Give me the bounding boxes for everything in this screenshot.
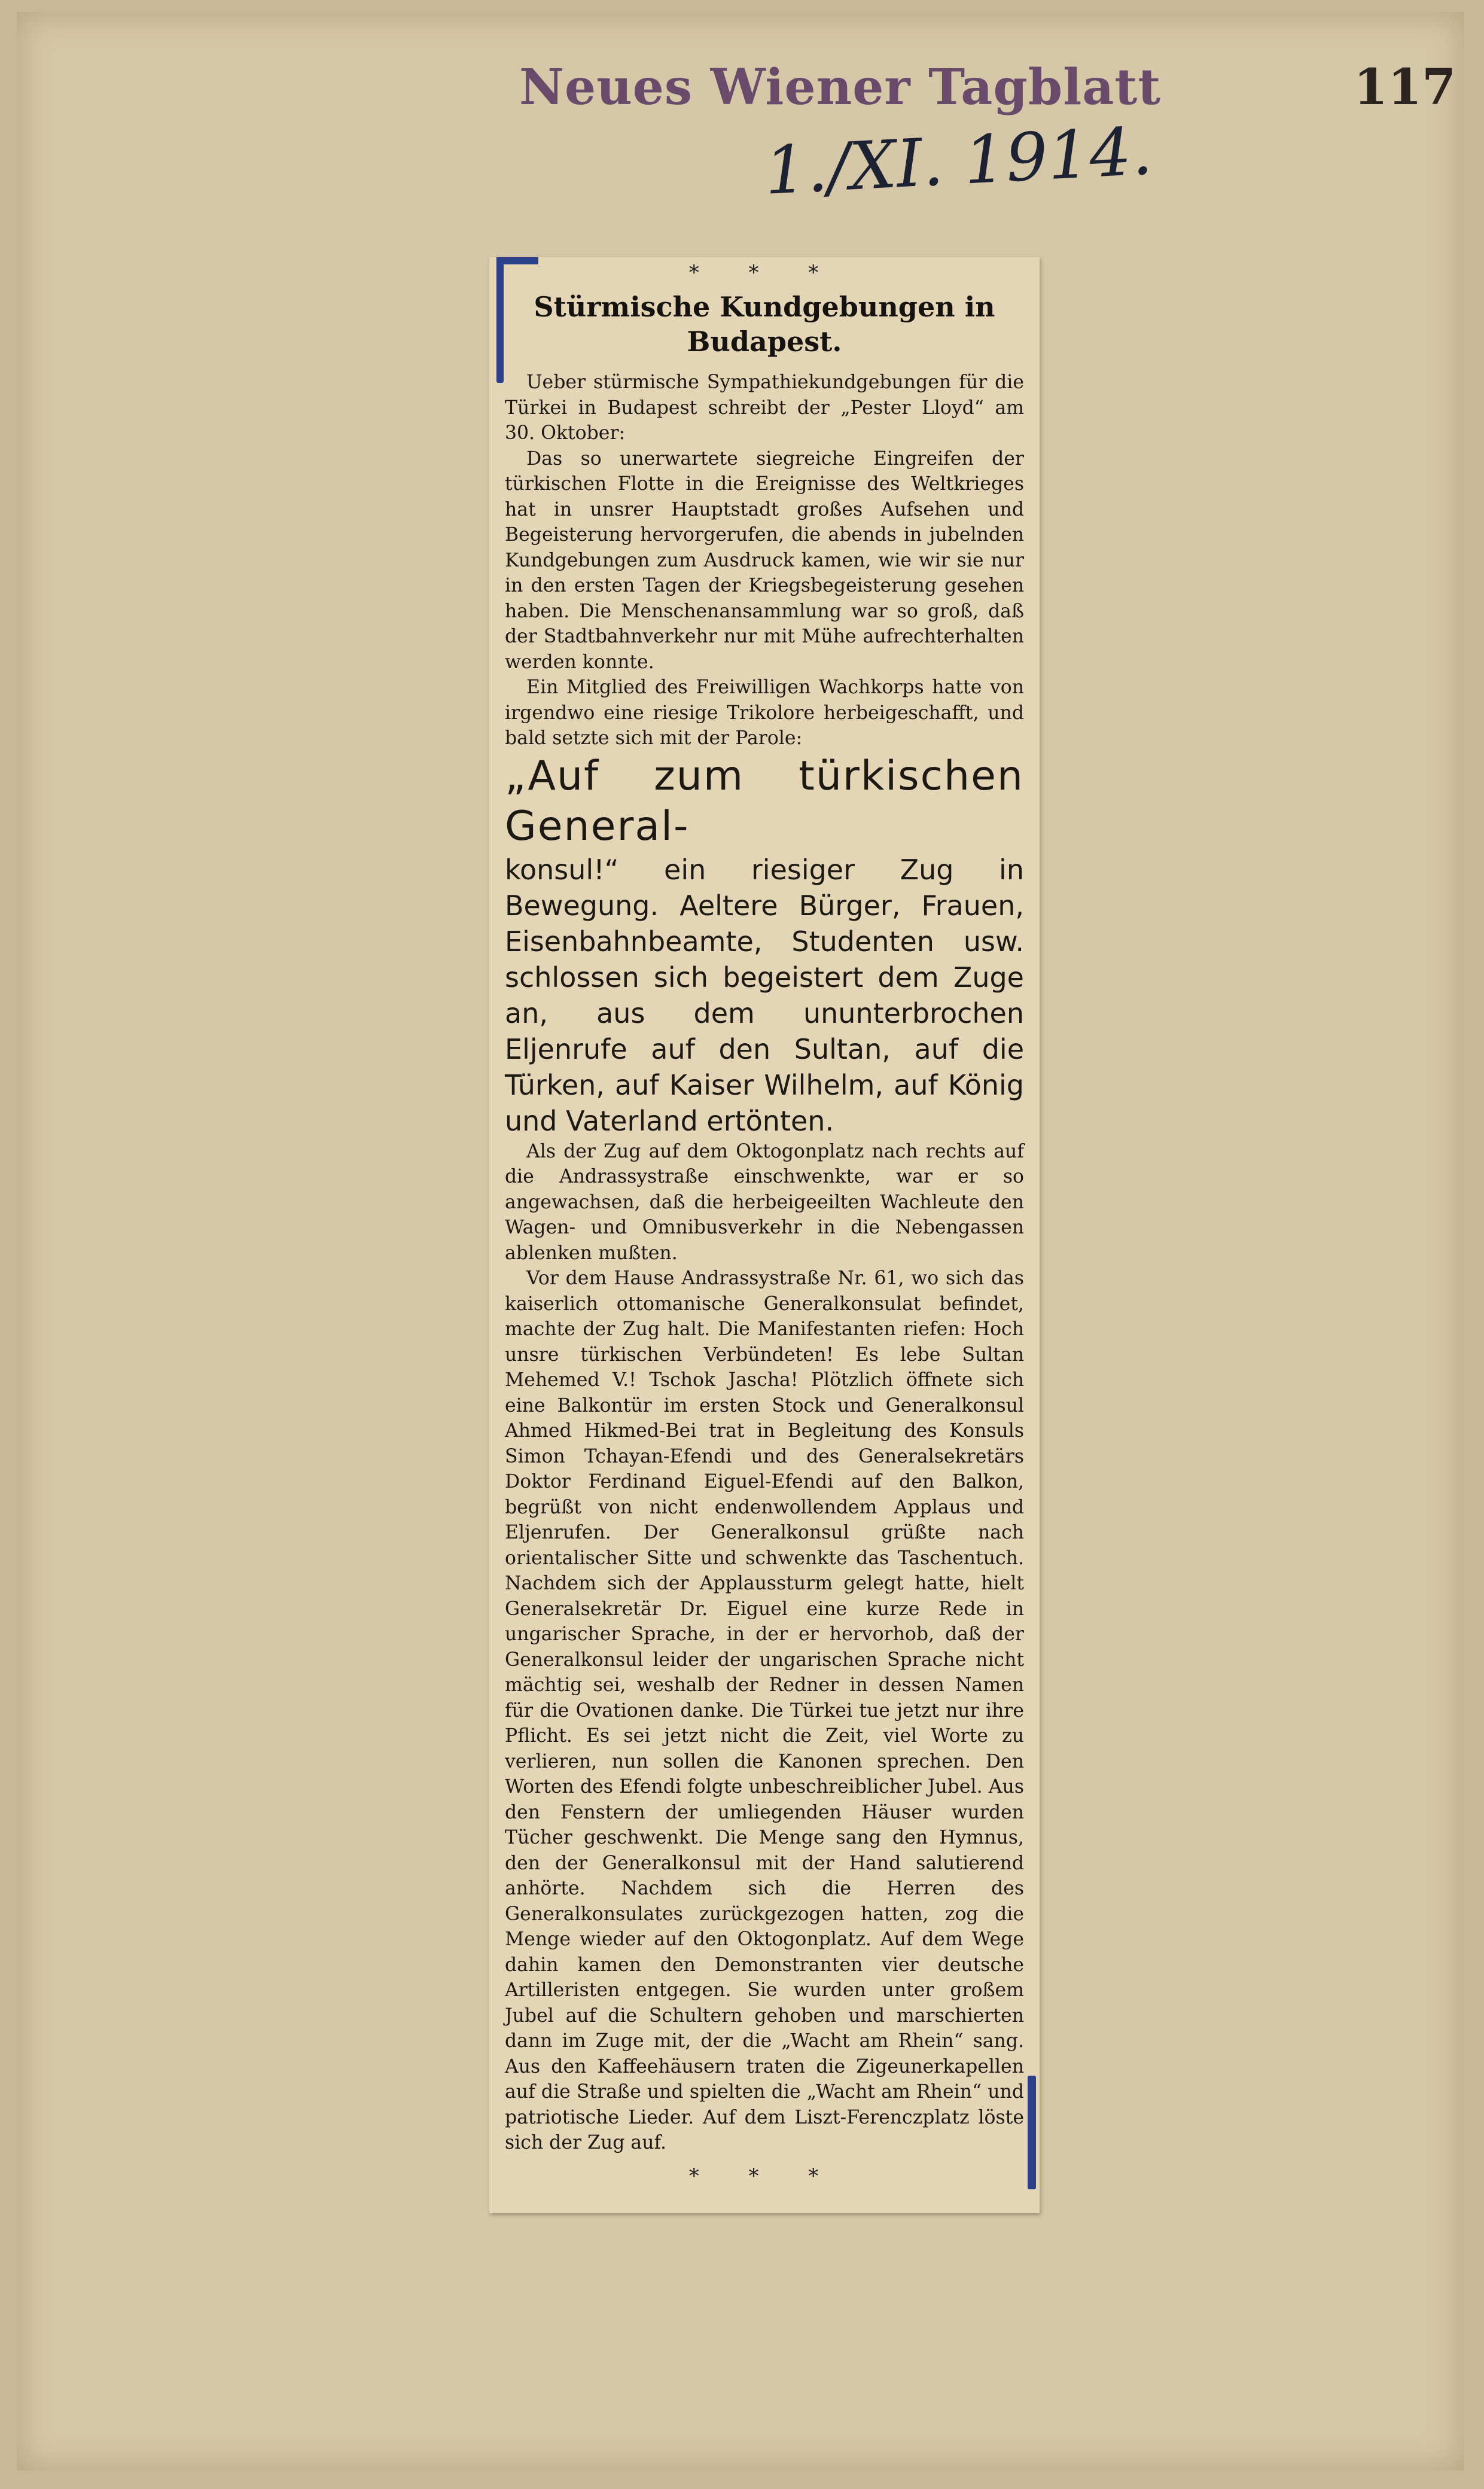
handwritten-date: 1./XI. 1914. xyxy=(763,112,1154,209)
blue-pencil-mark-left xyxy=(496,257,504,383)
article-paragraph: Als der Zug auf dem Oktogonplatz nach rechts auf die Andrassystraße einschwenkte, war er so angewachsen, daß die herbeigeeilten Wachleute den Wagen- und Omnibusverkehr in die Nebengassen ablenken mußten. xyxy=(505,1140,1024,1264)
ornament-stars-top: * * * xyxy=(688,261,840,285)
page-number: 117 xyxy=(1354,59,1456,116)
article-paragraph: Ein Mitglied des Freiwilligen Wachkorps hatte von irgendwo eine riesige Trikolore herbeigeschafft, und bald setzte sich mit der Parole: xyxy=(505,677,1024,749)
newspaper-clipping xyxy=(489,257,1040,2213)
blue-pencil-mark-right xyxy=(1028,2076,1036,2189)
article-paragraph: Ueber stürmische Sympathiekundgebungen für die Türkei in Budapest schreibt der „Pester Lloyd“ am 30. Oktober: xyxy=(505,371,1024,444)
article-headline: Stürmische Kundgebungen in Budapest. xyxy=(534,291,995,358)
article-paragraph: Vor dem Hause Andrassystraße Nr. 61, wo sich das kaiserlich ottomanische Generalkonsulat befindet, machte der Zug halt. Die Manifestanten riefen: Hoch unsre türkischen Verbündeten! Es lebe Sultan Mehemed V.! Tschok Jascha! Plötzlich öffnete sich eine Balkontür im ersten Stock und Generalkonsul Ahmed Hikmed-Bei trat in Begleitung des Konsuls Simon Tchayan-Efendi und des Generalsekretärs Doktor Ferdinand Eiguel-Efendi auf den Balkon, begrüßt von nicht endenwollendem Applaus und Eljenrufen. Der Generalkonsul grüßte nach orientalischer Sitte und schwenkte das Taschentuch. Nachdem sich der Applaussturm gelegt hatte, hielt Generalsekretär Dr. Eiguel eine kurze Rede in ungarischer Sprache, in der er hervorhob, daß der Generalkonsul leider der ungarischen Sprache nicht mächtig sei, weshalb der Redner in dessen Namen für die Ovationen danke. Die Türkei tue jetzt nur ihre Pflicht. Es sei jetzt nicht die Zeit, viel Worte zu verlieren, nun sollen die Kanonen sprechen. Den Worten des Efendi folgte unbeschreiblicher Jubel. Aus den Fenstern der umliegenden Häuser wurden Tücher geschwenkt. Die Menge sang den Hymnus, den der Generalkonsul mit der Hand salutierend anhörte. Nachdem sich die Herren des Generalkonsulates zurückgezogen hatten, zog die Menge wieder auf den Oktogonplatz. Auf dem Wege dahin kamen den Demonstranten vier deutsche Artilleristen entgegen. Sie wurden unter großem Jubel auf die Schultern gehoben und marschierten dann im Zuge mit, der die „Wacht am Rhein“ sang. Aus den Kaffeehäusern traten die Zigeunerkapellen auf die Straße und spielten die „Wacht am Rhein“ und patriotische Lieder. Auf dem Liszt-Ferenczplatz löste sich der Zug auf. xyxy=(505,1268,1024,2153)
newspaper-masthead-stamp: Neues Wiener Tagblatt xyxy=(519,59,1162,116)
article-paragraph-large: konsul!“ ein riesiger Zug in Bewegung. Aeltere Bürger, Frauen, Eisenbahnbeamte, Studenten usw. schlossen sich begeistert dem Zuge an, aus dem ununterbrochen Eljenrufe auf den Sultan, auf die Türken, auf Kaiser Wilhelm, auf König und Vaterland ertönten. xyxy=(505,853,1024,1137)
article-paragraph: Das so unerwartete siegreiche Eingreifen der türkischen Flotte in die Ereignisse des Weltkrieges hat in unsrer Hauptstadt großes Aufsehen und Begeisterung hervorgerufen, die abends in jubelnden Kundgebungen zum Ausdruck kamen, wie wir sie nur in den ersten Tagen der Kriegsbegeisterung gesehen haben. Die Menschenansammlung war so groß, daß der Stadtbahnverkehr nur mit Mühe aufrechterhalten werden konnte. xyxy=(505,447,1024,673)
article-emphasis-line: „Auf zum türkischen General- xyxy=(505,752,1024,850)
archive-sheet xyxy=(17,12,1464,2470)
ornament-stars-bottom: * * * xyxy=(688,2164,840,2188)
